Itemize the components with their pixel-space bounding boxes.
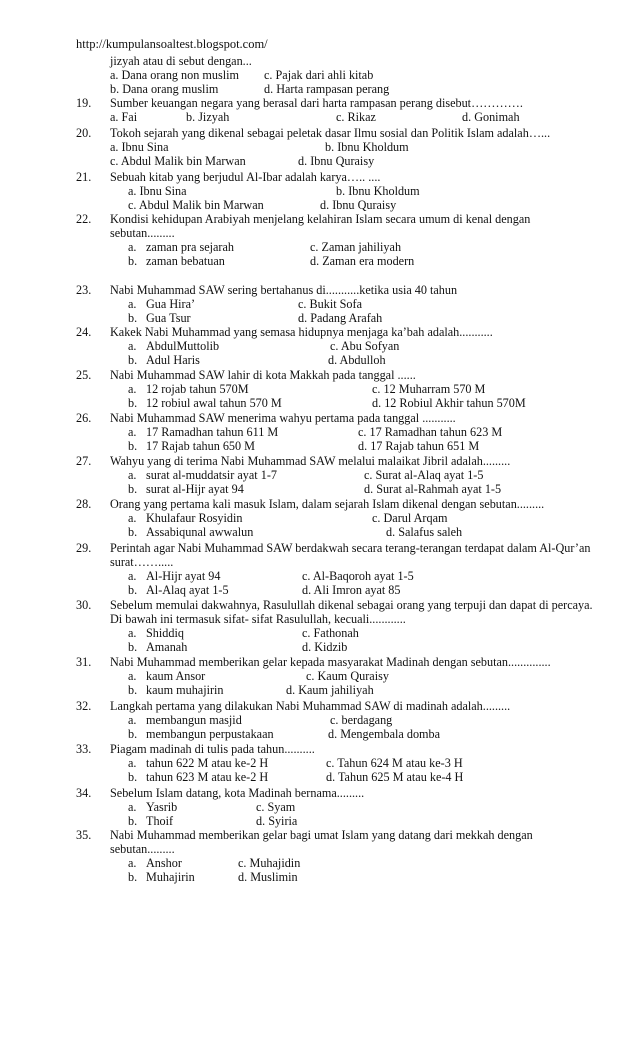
option-a: a. Ibnu Sina: [110, 140, 169, 154]
option-letter: a.: [128, 297, 137, 311]
option-letter: b.: [128, 640, 138, 654]
question-text-continued: surat…….....: [110, 555, 174, 569]
option-letter: b.: [128, 683, 138, 697]
option-text: Al-Hijr ayat 94: [146, 569, 221, 583]
option-b: b. Jizyah: [186, 110, 230, 124]
option-a: [128, 339, 219, 353]
question-text-continued: sebutan.........: [110, 226, 175, 240]
option-d: d. Kaum jahiliyah: [286, 683, 374, 697]
option-a: [128, 626, 184, 640]
question-text: Sebuah kitab yang berjudul Al-Ibar adalah karya….. ....: [110, 170, 381, 184]
source-url[interactable]: http://kumpulansoaltest.blogspot.com/: [76, 37, 268, 51]
option-b: [128, 353, 200, 367]
question-number: 32.: [76, 699, 92, 713]
option-text: Anshor: [146, 856, 182, 870]
option-letter: a.: [128, 626, 137, 640]
question-number: 33.: [76, 742, 92, 756]
option-d: d. Gonimah: [462, 110, 520, 124]
option-text: surat al-muddatsir ayat 1-7: [146, 468, 277, 482]
option-d: d. Harta rampasan perang: [264, 82, 390, 96]
option-c: c. Zaman jahiliyah: [310, 240, 402, 254]
option-text: Thoif: [146, 814, 174, 828]
option-d: d. Ibnu Quraisy: [320, 198, 397, 212]
option-b: [128, 396, 282, 410]
option-text: Shiddiq: [146, 626, 184, 640]
option-letter: b.: [128, 439, 138, 453]
option-text: kaum Ansor: [146, 669, 206, 683]
option-b: [128, 311, 191, 325]
option-text: Khulafaur Rosyidin: [146, 511, 243, 525]
option-c: c. berdagang: [330, 713, 393, 727]
option-text: Muhajirin: [146, 870, 195, 884]
option-c: c. Fathonah: [302, 626, 359, 640]
option-text: 17 Rajab tahun 650 M: [146, 439, 255, 453]
option-letter: b.: [128, 770, 138, 784]
option-text: Amanah: [146, 640, 188, 654]
option-d: d. Padang Arafah: [298, 311, 383, 325]
option-a: a. Fai: [110, 110, 138, 124]
question-number: 28.: [76, 497, 92, 511]
option-text: Assabiqunal awwalun: [146, 525, 254, 539]
option-a: [128, 425, 278, 439]
option-text: zaman bebatuan: [146, 254, 225, 268]
option-c: c. Pajak dari ahli kitab: [264, 68, 374, 82]
option-letter: b.: [128, 353, 138, 367]
option-b: [128, 439, 255, 453]
question-text: Sumber keuangan negara yang berasal dari harta rampasan perang disebut………….: [110, 96, 523, 110]
option-b: [128, 870, 195, 884]
question-number: 22.: [76, 212, 92, 226]
question-number: 25.: [76, 368, 92, 382]
option-d: d. Tahun 625 M atau ke-4 H: [326, 770, 464, 784]
option-c: c. Muhajidin: [238, 856, 301, 870]
option-letter: a.: [128, 382, 137, 396]
option-letter: b.: [128, 525, 138, 539]
question-number: 20.: [76, 126, 92, 140]
option-letter: a.: [128, 511, 137, 525]
option-c: c. 17 Ramadhan tahun 623 M: [358, 425, 503, 439]
option-letter: b.: [128, 870, 138, 884]
option-d: d. Ali Imron ayat 85: [302, 583, 401, 597]
option-letter: b.: [128, 311, 138, 325]
option-d: d. 17 Rajab tahun 651 M: [358, 439, 480, 453]
option-c: c. Bukit Sofa: [298, 297, 362, 311]
question-number: 29.: [76, 541, 92, 555]
option-letter: a.: [128, 713, 137, 727]
option-letter: a.: [128, 468, 137, 482]
option-d: d. Zaman era modern: [310, 254, 415, 268]
option-letter: a.: [128, 425, 137, 439]
option-letter: a.: [128, 240, 137, 254]
option-text: membangun masjid: [146, 713, 242, 727]
option-c: c. Syam: [256, 800, 296, 814]
option-text: tahun 623 M atau ke-2 H: [146, 770, 269, 784]
question-text: Piagam madinah di tulis pada tahun..........: [110, 742, 315, 756]
question-text: Nabi Muhammad SAW lahir di kota Makkah pada tanggal ......: [110, 368, 416, 382]
question-number: 23.: [76, 283, 92, 297]
option-letter: a.: [128, 856, 137, 870]
option-letter: b.: [128, 727, 138, 741]
option-letter: b.: [128, 254, 138, 268]
option-c: c. Tahun 624 M atau ke-3 H: [326, 756, 463, 770]
option-a: [128, 569, 220, 583]
option-c: c. 12 Muharram 570 M: [372, 382, 486, 396]
option-text: surat al-Hijr ayat 94: [146, 482, 244, 496]
option-b: [128, 254, 225, 268]
question-number: 30.: [76, 598, 92, 612]
option-d: d. Ibnu Quraisy: [298, 154, 375, 168]
option-text: tahun 622 M atau ke-2 H: [146, 756, 269, 770]
option-b: b. Dana orang muslim: [110, 82, 219, 96]
option-b: [128, 640, 187, 654]
option-letter: a.: [128, 569, 137, 583]
option-b: [128, 814, 173, 828]
question-text: Tokoh sejarah yang dikenal sebagai peletak dasar Ilmu sosial dan Politik Islam adalah…...: [110, 126, 551, 140]
question-number: 24.: [76, 325, 92, 339]
option-text: Gua Hira’: [146, 297, 196, 311]
question-text: Wahyu yang di terima Nabi Muhammad SAW melalui malaikat Jibril adalah.........: [110, 454, 511, 468]
question-text: Nabi Muhammad memberikan gelar bagi umat Islam yang datang dari mekkah dengan: [110, 828, 533, 842]
option-c: c. Surat al-Alaq ayat 1-5: [364, 468, 484, 482]
question-number: 21.: [76, 170, 92, 184]
option-text: Yasrib: [146, 800, 178, 814]
option-a: [128, 800, 177, 814]
option-letter: b.: [128, 583, 138, 597]
option-a: a. Dana orang non muslim: [110, 68, 239, 82]
option-b: [128, 525, 253, 539]
question-text: Nabi Muhammad memberikan gelar kepada masyarakat Madinah dengan sebutan..............: [110, 655, 551, 669]
option-c: c. Abdul Malik bin Marwan: [128, 198, 264, 212]
option-b: [128, 583, 229, 597]
question-number: 26.: [76, 411, 92, 425]
option-d: d. Syiria: [256, 814, 298, 828]
option-a: [128, 756, 268, 770]
option-c: c. Darul Arqam: [372, 511, 448, 525]
question-text: Sebelum Islam datang, kota Madinah bernama.........: [110, 786, 365, 800]
option-c: c. Rikaz: [336, 110, 376, 124]
option-letter: a.: [128, 669, 137, 683]
option-text: AbdulMuttolib: [146, 339, 220, 353]
question-number: 27.: [76, 454, 92, 468]
question-text: Nabi Muhammad SAW menerima wahyu pertama pada tanggal ...........: [110, 411, 456, 425]
option-text: kaum muhajirin: [146, 683, 224, 697]
option-c: c. Kaum Quraisy: [306, 669, 389, 683]
question-text-continued: sebutan.........: [110, 842, 175, 856]
question-number: 19.: [76, 96, 92, 110]
option-b: [128, 482, 244, 496]
option-letter: b.: [128, 814, 138, 828]
option-d: d. 12 Robiul Akhir tahun 570M: [372, 396, 526, 410]
option-text: zaman pra sejarah: [146, 240, 234, 254]
option-a: [128, 468, 277, 482]
question-text: Perintah agar Nabi Muhammad SAW berdakwah secara terang-terangan terdapat dalam Al-Qur’an: [110, 541, 591, 555]
option-text: 12 rojab tahun 570M: [146, 382, 249, 396]
option-b: [128, 683, 224, 697]
option-a: [128, 669, 205, 683]
question-text: Kondisi kehidupan Arabiyah menjelang kelahiran Islam secara umum di kenal dengan: [110, 212, 531, 226]
option-letter: a.: [128, 756, 137, 770]
option-letter: a.: [128, 339, 137, 353]
option-b: b. Ibnu Kholdum: [336, 184, 420, 198]
option-d: d. Abdulloh: [328, 353, 386, 367]
option-d: d. Mengembala domba: [328, 727, 441, 741]
option-text: Al-Alaq ayat 1-5: [146, 583, 229, 597]
question-text: Nabi Muhammad SAW sering bertahanus di...........ketika usia 40 tahun: [110, 283, 458, 297]
option-d: d. Kidzib: [302, 640, 348, 654]
option-b: [128, 727, 274, 741]
option-c: c. Abdul Malik bin Marwan: [110, 154, 246, 168]
option-text: Adul Haris: [146, 353, 200, 367]
option-letter: b.: [128, 482, 138, 496]
option-letter: b.: [128, 396, 138, 410]
question-number: 31.: [76, 655, 92, 669]
option-text: 12 robiul awal tahun 570 M: [146, 396, 282, 410]
option-d: d. Muslimin: [238, 870, 298, 884]
option-c: c. Abu Sofyan: [330, 339, 400, 353]
question-text: Langkah pertama yang dilakukan Nabi Muhammad SAW di madinah adalah.........: [110, 699, 511, 713]
option-a: [128, 511, 242, 525]
question-number: 34.: [76, 786, 92, 800]
question-continuation-text: jizyah atau di sebut dengan...: [110, 54, 252, 68]
option-a: a. Ibnu Sina: [128, 184, 187, 198]
question-text: Sebelum memulai dakwahnya, Rasulullah dikenal sebagai orang yang terpuji dan dapat di percaya.: [110, 598, 593, 612]
option-d: d. Surat al-Rahmah ayat 1-5: [364, 482, 502, 496]
option-b: b. Ibnu Kholdum: [325, 140, 409, 154]
option-a: [128, 713, 242, 727]
option-b: [128, 770, 268, 784]
option-c: c. Al-Baqoroh ayat 1-5: [302, 569, 414, 583]
question-number: 35.: [76, 828, 92, 842]
option-a: [128, 297, 195, 311]
question-text: Kakek Nabi Muhammad yang semasa hidupnya menjaga ka’bah adalah...........: [110, 325, 493, 339]
question-text: Orang yang pertama kali masuk Islam, dalam sejarah Islam dikenal dengan sebutan.........: [110, 497, 545, 511]
option-text: Gua Tsur: [146, 311, 191, 325]
option-text: 17 Ramadhan tahun 611 M: [146, 425, 279, 439]
option-letter: a.: [128, 800, 137, 814]
option-d: d. Salafus saleh: [386, 525, 463, 539]
question-text-continued: Di bawah ini termasuk sifat- sifat Rasulullah, kecuali............: [110, 612, 406, 626]
option-text: membangun perpustakaan: [146, 727, 274, 741]
option-a: [128, 382, 249, 396]
option-a: [128, 240, 234, 254]
option-a: [128, 856, 182, 870]
